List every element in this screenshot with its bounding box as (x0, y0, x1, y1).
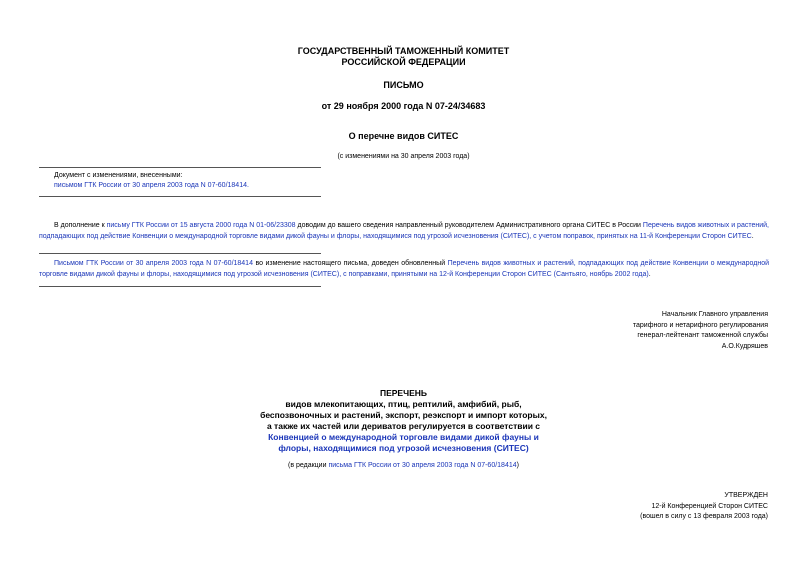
signature-line-2: тарифного и нетарифного регулирования (632, 321, 768, 329)
changes-box-label: Документ с изменениями, внесенными: (54, 172, 183, 179)
changes-box-link[interactable]: письмом ГТК России от 30 апреля 2003 года N 07-60/18414. (54, 182, 249, 189)
letter-link-2003[interactable]: Письмом ГТК России от 30 апреля 2003 года N 07-60/18414 (54, 260, 253, 267)
paragraph-1-middle: доводим до вашего сведения направленный руководителем Административного органа СИТЕС в России (295, 222, 643, 229)
approved-heading: УТВЕРЖДЕН (724, 492, 768, 499)
issuer-line-1: ГОСУДАРСТВЕННЫЙ ТАМОЖЕННЫЙ КОМИТЕТ (297, 46, 510, 56)
paragraph-1-prefix: В дополнение к (54, 222, 107, 229)
cites-list-link-12[interactable]: Перечень видов животных и растений, подпадающих под действие Конвенции о международной торговле видами дикой фауны и флоры, находящимися под угрозой исчезновения (СИТЕС), с поправками, принятыми на 12-й Конференции Сторон СИТЕС (Сантьяго, ноябрь 2002 года) (39, 260, 769, 278)
approved-effective-date: (вошел в силу с 13 февраля 2003 года) (640, 513, 768, 520)
document-date-number: от 29 ноября 2000 года N 07-24/34683 (321, 101, 486, 111)
signature-line-3: генерал-лейтенант таможенной службы (637, 332, 768, 339)
note-top-rule (39, 253, 321, 254)
document-type: ПИСЬМО (383, 80, 424, 90)
paragraph-2-suffix: . (648, 270, 651, 278)
convention-link-line-2[interactable]: флоры, находящимися под угрозой исчезновения (СИТЕС) (278, 443, 529, 453)
paragraph-1 (39, 221, 769, 242)
paragraph-2-middle: во изменение настоящего письма, доведен обновленный (252, 260, 448, 267)
list-title-line-2: беспозвоночных и растений, экспорт, реэкспорт и импорт которых, (260, 410, 547, 420)
list-title-line-3: а также их частей или дериватов регулируется в соответствии с (266, 421, 541, 431)
list-heading: ПЕРЕЧЕНЬ (379, 388, 427, 398)
list-edition-link[interactable]: письма ГТК России от 30 апреля 2003 года N 07-60/18414 (328, 462, 517, 469)
signature-name: А.О.Кудряшев (721, 342, 768, 350)
edition-note: (с изменениями на 30 апреля 2003 года) (337, 153, 470, 160)
note-bottom-rule (39, 286, 321, 287)
changes-box-top-rule (39, 167, 321, 168)
list-edition-prefix: (в редакции (288, 462, 329, 469)
signature-line-1: Начальник Главного управления (661, 311, 768, 318)
changes-box-bottom-rule (39, 196, 321, 197)
list-edition-note (0, 461, 807, 471)
issuer-line-2: РОССИЙСКОЙ ФЕДЕРАЦИИ (341, 57, 466, 67)
paragraph-2 (39, 259, 769, 280)
list-edition-suffix: ) (516, 462, 519, 469)
document-subject: О перечне видов СИТЕС (348, 131, 459, 141)
paragraph-1-suffix: . (751, 232, 754, 240)
cites-list-link-11[interactable]: Перечень видов животных и растений, подпадающих под действие Конвенции о международной торговле видами дикой фауны и флоры, находящимися под угрозой исчезновения (СИТЕС), с учетом поправок, принятых на 11-й Конференции Сторон СИТЕС (39, 222, 769, 240)
convention-link-line-1[interactable]: Конвенцией о международной торговле видами дикой фауны и (268, 432, 539, 442)
approved-by: 12-й Конференцией Сторон СИТЕС (651, 502, 768, 510)
list-title-line-1: видов млекопитающих, птиц, рептилий, амфибий, рыб, (285, 399, 522, 409)
letter-link-2000[interactable]: письму ГТК России от 15 августа 2000 года N 01-06/23308 (106, 222, 296, 229)
